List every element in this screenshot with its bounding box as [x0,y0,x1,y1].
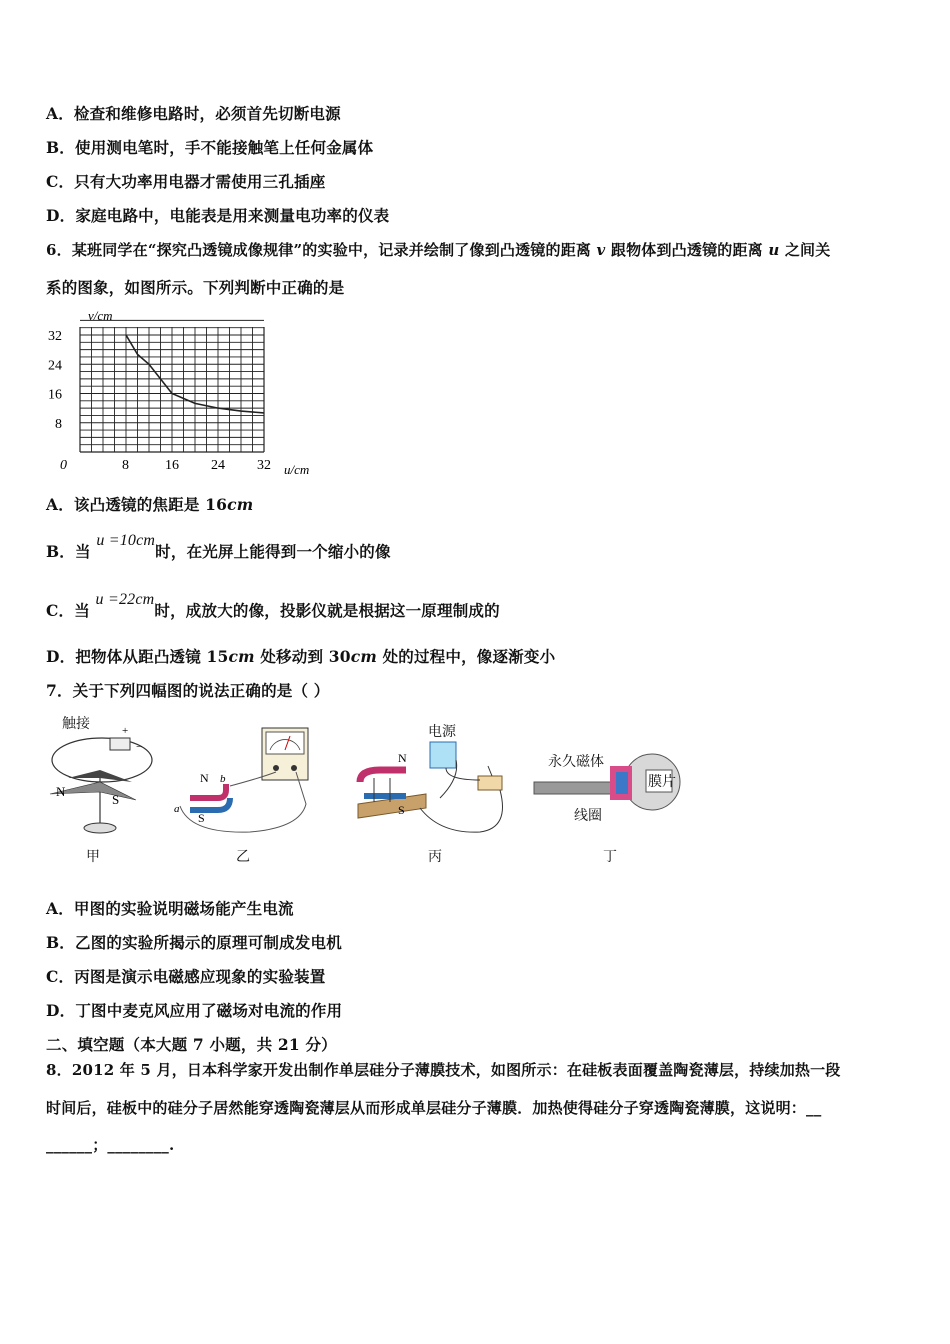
fig-jia-minus: − [136,741,143,753]
figure-jia [50,715,152,865]
fig-bing-power-label: 电源 [428,724,456,740]
q6-option-a: A．该凸透镜的焦距是 16cm [46,495,254,514]
fig-bing-caption: 丙 [428,849,442,865]
chart-x-tick-label: 8 [122,458,129,473]
fig-ding-coil-label: 线圈 [574,808,602,824]
q7-option-d: D．丁图中麦克风应用了磁场对电流的作用 [46,1001,343,1020]
q8-line1: 8．2012 年 5 月，日本科学家开发出制作单层硅分子薄膜技术，如图所示：在硅板表面覆盖陶瓷薄层，持续加热一段 [46,1061,841,1079]
fig-jia-plus: + [122,725,129,737]
chart-grid [80,320,264,452]
fig-ding-caption: 丁 [603,849,617,865]
q5-option-c: C．只有大功率用电器才需使用三孔插座 [46,172,326,191]
figure-bing [358,723,503,865]
q6-option-d: D．把物体从距凸透镜 15cm 处移动到 30cm 处的过程中，像逐渐变小 [46,647,556,666]
chart-x-axis-label: u/cm [284,462,310,477]
fig-bing-s: S [398,803,405,817]
chart-x-tick-label: 16 [165,458,179,473]
fig-yi-b: b [220,773,226,785]
chart-y-tick-label: 16 [48,387,62,403]
fig-jia-caption: 甲 [86,849,100,865]
fig-bing-n: N [398,751,407,765]
q7-option-a: A．甲图的实验说明磁场能产生电流 [46,899,294,918]
chart-y-axis-label: v/cm [88,308,113,323]
q7-stem: 7．关于下列四幅图的说法正确的是（ ） [46,681,330,700]
chart-y-tick-label: 32 [48,329,62,344]
figure-ding [534,753,680,865]
figure-yi [174,728,308,865]
q6-option-b: B．当 u =10cm时，在光屏上能得到一个缩小的像 [46,532,391,561]
q7-option-b: B．乙图的实验所揭示的原理可制成发电机 [46,933,342,952]
q5-option-d: D．家庭电路中，电能表是用来测量电功率的仪表 [46,206,390,225]
fig-ding-film-label: 膜片 [648,774,676,790]
fig-yi-caption: 乙 [236,849,250,865]
q5-option-b: B．使用测电笔时，手不能接触笔上任何金属体 [46,138,374,157]
chart-x-tick-label: 24 [211,458,225,473]
fig-yi-a: a [174,803,180,815]
chart-x-tick-label: 32 [257,458,271,473]
q7-option-c: C．丙图是演示电磁感应现象的实验装置 [46,967,326,986]
chart-y-tick-label: 24 [48,358,62,374]
lens-image-distance-chart [44,306,334,481]
fig-jia-touch-label: 触接 [62,716,90,732]
fig-yi-n: N [200,771,209,785]
section-2-title: 二、填空题（本大题 7 小题，共 21 分） [46,1035,337,1054]
chart-origin-label: 0 [60,458,67,473]
q5-option-a: A．检查和维修电路时，必须首先切断电源 [46,104,341,123]
fig-ding-magnet-label: 永久磁体 [548,754,604,770]
chart-y-tick-label: 8 [55,416,62,432]
q6-option-c: C．当 u =22cm时，成放大的像，投影仪就是根据这一原理制成的 [46,591,500,620]
q8-line3: ______；________. [46,1136,175,1154]
q8-line2: 时间后，硅板中的硅分子居然能穿透陶瓷薄层从而形成单层硅分子薄膜．加热使得硅分子穿透陶瓷薄膜，这说明：__ [46,1099,822,1117]
q6-stem-line2: 系的图象，如图所示。下列判断中正确的是 [46,278,345,297]
q6-stem-line1: 6．某班同学在“探究凸透镜成像规律”的实验中，记录并绘制了像到凸透镜的距离 v 跟物体到凸透镜的距离 u 之间关 [46,241,831,259]
fig-jia-s: S [112,792,120,807]
fig-yi-s: S [198,811,205,825]
q7-figures [40,708,700,870]
fig-jia-n: N [56,784,66,799]
